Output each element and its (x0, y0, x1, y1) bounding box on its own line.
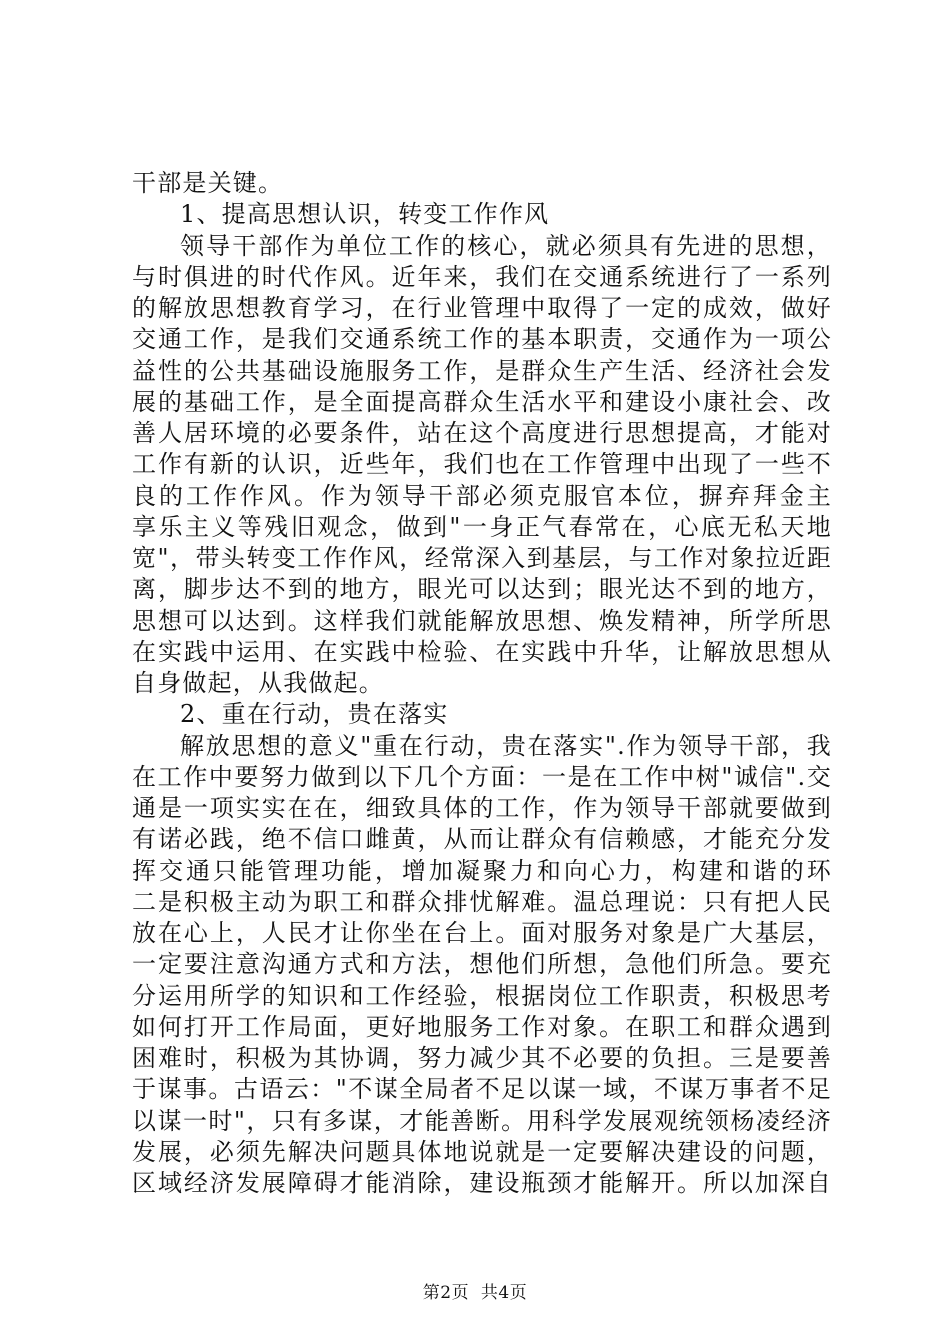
text-line: 离，脚步达不到的地方，眼光可以达到；眼光达不到的地方， (132, 575, 832, 604)
text-line: 一定要注意沟通方式和方法，想他们所想，急他们所急。要充 (132, 950, 832, 979)
text-line: 的解放思想教育学习，在行业管理中取得了一定的成效，做好 (132, 294, 832, 322)
text-line: 二是积极主动为职工和群众排忧解难。温总理说：只有把人民 (132, 887, 832, 916)
text-line: 善人居环境的必要条件，站在这个高度进行思想提高，才能对 (132, 419, 832, 447)
text-line: 以谋一时"，只有多谋，才能善断。用科学发展观统领杨凌经济 (132, 1106, 832, 1135)
text-line: 思想可以达到。这样我们就能解放思想、焕发精神，所学所思 (132, 606, 832, 635)
text-line: 困难时，积极为其协调，努力减少其不必要的负担。三是要善 (132, 1044, 832, 1072)
text-line: 交通工作，是我们交通系统工作的基本职责，交通作为一项公 (132, 325, 832, 354)
text-line: 享乐主义等残旧观念，做到"一身正气春常在，心底无私天地 (132, 512, 832, 541)
text-line: 与时俱进的时代作风。近年来，我们在交通系统进行了一系列 (132, 262, 832, 291)
text-line: 工作有新的认识，近些年，我们也在工作管理中出现了一些不 (132, 450, 832, 479)
text-line: 良的工作作风。作为领导干部必须克服官本位，摒弃拜金主 (132, 481, 832, 510)
text-line: 展的基础工作，是全面提高群众生活水平和建设小康社会、改 (132, 387, 832, 416)
text-line: 放在心上，人民才让你坐在台上。面对服务对象是广大基层， (132, 919, 832, 947)
text-line: 解放思想的意义"重在行动，贵在落实".作为领导干部，我 (180, 731, 832, 760)
text-line: 宽"，带头转变工作作风，经常深入到基层，与工作对象拉近距 (132, 544, 832, 572)
text-line: 挥交通只能管理功能，增加凝聚力和向心力，构建和谐的环 (132, 856, 832, 885)
text-line: 2、重在行动，贵在落实 (180, 700, 449, 729)
text-line: 分运用所学的知识和工作经验，根据岗位工作职责，积极思考 (132, 981, 832, 1010)
text-line: 益性的公共基础设施服务工作，是群众生产生活、经济社会发 (132, 356, 832, 385)
document-body (132, 168, 832, 1199)
text-line: 1、提高思想认识，转变工作作风 (180, 200, 550, 229)
text-line: 在实践中运用、在实践中检验、在实践中升华，让解放思想从 (132, 637, 832, 666)
text-line: 通是一项实实在在，细致具体的工作，作为领导干部就要做到 (132, 794, 832, 822)
text-line: 于谋事。古语云："不谋全局者不足以谋一域，不谋万事者不足 (132, 1075, 832, 1104)
page-number-footer: 第2页 共4页 (422, 1283, 528, 1303)
text-line: 有诺必践，绝不信口雌黄，从而让群众有信赖感，才能充分发 (132, 825, 832, 854)
text-line: 区域经济发展障碍才能消除，建设瓶颈才能解开。所以加深自 (132, 1169, 832, 1197)
text-line: 在工作中要努力做到以下几个方面：一是在工作中树"诚信".交 (132, 762, 832, 791)
text-line: 领导干部作为单位工作的核心，就必须具有先进的思想， (180, 231, 832, 260)
text-line: 自身做起，从我做起。 (132, 669, 384, 697)
text-line: 干部是关键。 (132, 169, 284, 197)
text-line: 发展，必须先解决问题具体地说就是一定要解决建设的问题， (132, 1137, 832, 1166)
text-line: 如何打开工作局面，更好地服务工作对象。在职工和群众遇到 (132, 1012, 832, 1041)
